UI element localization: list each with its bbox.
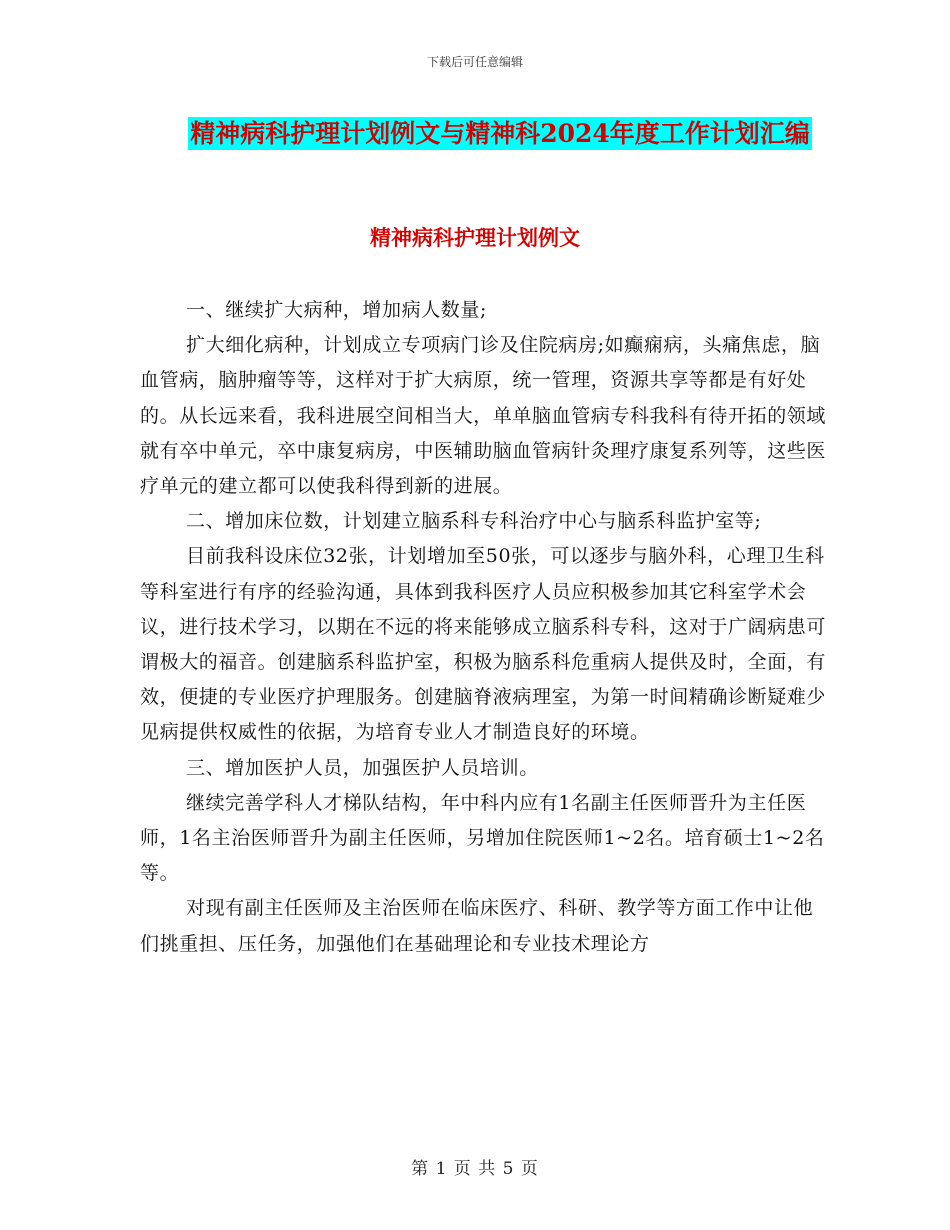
page-number-footer: 第 1 页 共 5 页 (411, 1159, 539, 1179)
paragraph: 目前我科设床位32张，计划增加至50张，可以逐步与脑外科，心理卫生科等科室进行有序的经验沟通，具体到我科医疗人员应积极参加其它科室学术会议，进行技术学习，以期在不远的将来能够成立脑系科专科，这对于广阔病患可谓极大的福音。创建脑系科监护室，积极为脑系科危重病人提供及时，全面，有效，便捷的专业医疗护理服务。创建脑脊液病理室，为第一时间精确诊断疑难少见病提供权威性的依据，为培育专业人才制造良好的环境。 (140, 545, 827, 744)
section-title: 精神病科护理计划例文 (370, 225, 580, 250)
paragraph: 扩大细化病种，计划成立专项病门诊及住院病房;如癫痫病，头痛焦虑，脑血管病，脑肿瘤等等，这样对于扩大病原，统一管理，资源共享等都是有好处的。从长远来看，我科进展空间相当大，单单脑血管病专科我科有待开拓的领域就有卒中单元，卒中康复病房，中医辅助脑血管病针灸理疗康复系列等，这些医疗单元的建立都可以使我科得到新的进展。 (140, 334, 827, 498)
paragraph: 一、继续扩大病种，增加病人数量; (186, 299, 488, 321)
header-note: 下载后可任意编辑 (426, 55, 523, 69)
document-body (140, 293, 830, 962)
paragraph: 二、增加床位数，计划建立脑系科专科治疗中心与脑系科监护室等; (186, 510, 762, 533)
paragraph: 三、增加医护人员，加强医护人员培训。 (186, 756, 539, 779)
document-title-text: 精神病科护理计划例文与精神科2024年度工作计划汇编 (190, 119, 810, 148)
paragraph: 对现有副主任医师及主治医师在临床医疗、科研、教学等方面工作中让他们挑重担、压任务，加强他们在基础理论和专业技术理论方 (140, 897, 814, 955)
paragraph: 继续完善学科人才梯队结构，年中科内应有1名副主任医师晋升为主任医师，1名主治医师晋升为副主任医师，另增加住院医师1~2名。培育硕士1~2名等。 (140, 791, 825, 885)
document-title (180, 110, 820, 158)
